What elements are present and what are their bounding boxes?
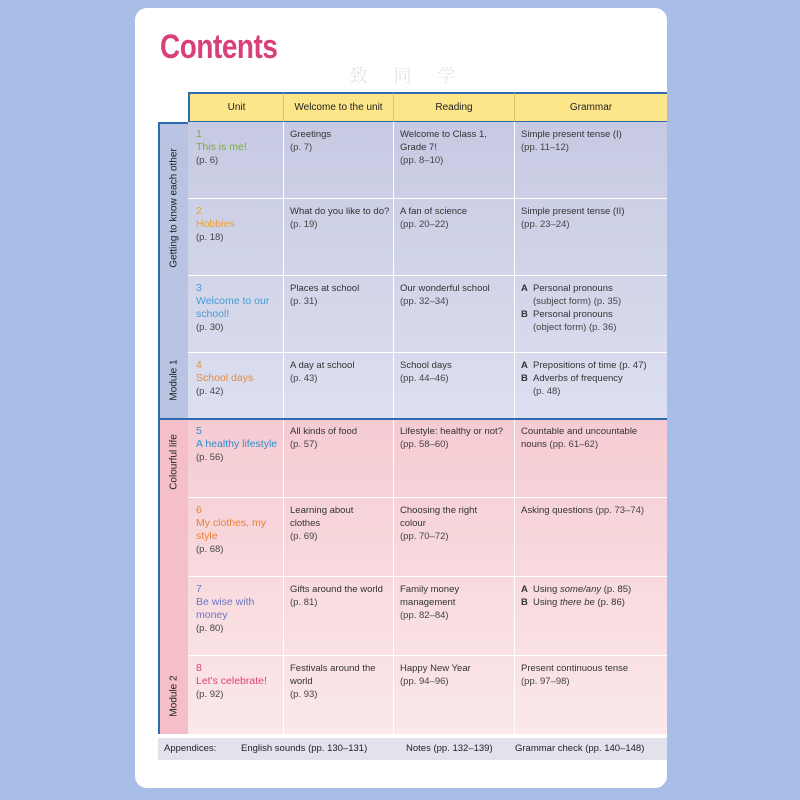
unit-page: (p. 18) (196, 232, 224, 243)
header-reading: Reading (393, 92, 514, 122)
unit-number: 1 (196, 128, 202, 140)
welcome-page: (p. 7) (290, 142, 313, 153)
unit-title: School days (196, 372, 254, 384)
table-row-5-unit (196, 425, 278, 464)
appendix-notes: Notes (pp. 132–139) (406, 743, 493, 754)
appendices-bar (158, 738, 667, 760)
grammar-a-italic: some/any (559, 584, 602, 595)
table-row-8-unit (196, 662, 278, 701)
grammar-b-post: (p. 86) (594, 597, 625, 608)
unit-title: Let's celebrate! (196, 675, 267, 687)
header-welcome: Welcome to the unit (283, 92, 393, 122)
unit-page: (p. 42) (196, 386, 224, 397)
reading-text: Our wonderful school (400, 283, 490, 294)
unit-title: This is me! (196, 141, 247, 153)
unit-title: Welcome to our school! (196, 295, 270, 320)
table-row-3-grammar (521, 282, 663, 334)
reading-page: (pp. 44–46) (400, 373, 449, 384)
welcome-page: (p. 93) (290, 689, 318, 700)
table-row-4-welcome (290, 359, 390, 385)
row-divider (188, 352, 667, 353)
column-divider (393, 122, 394, 734)
grammar-text: Present continuous tense (521, 663, 629, 674)
welcome-page: (p. 69) (290, 531, 318, 542)
reading-page: (pp. 58–60) (400, 439, 449, 450)
page-title: Contents (160, 28, 278, 66)
row-divider (188, 497, 667, 498)
reading-text: Family money management (400, 584, 460, 608)
welcome-text: A day at school (290, 360, 355, 371)
table-row-8-grammar (521, 662, 665, 688)
reading-text: Lifestyle: healthy or not? (400, 426, 503, 437)
unit-number: 2 (196, 205, 202, 217)
reading-page: (pp. 70–72) (400, 531, 449, 542)
welcome-text: Festivals around the world (290, 663, 376, 687)
table-row-1-unit (196, 128, 278, 167)
welcome-text: All kinds of food (290, 426, 358, 437)
welcome-text: Gifts around the world (290, 584, 383, 595)
grammar-a-text: Prepositions of time (p. 47) (533, 360, 647, 371)
unit-number: 8 (196, 662, 202, 674)
table-row-2-reading (400, 205, 508, 231)
appendix-english-sounds: English sounds (pp. 130–131) (241, 743, 368, 754)
appendix-grammar-check: Grammar check (pp. 140–148) (515, 743, 645, 754)
reading-text: Choosing the right colour (400, 505, 478, 529)
grammar-b-label: B (521, 373, 528, 384)
table-row-5-welcome (290, 425, 390, 451)
unit-page: (p. 30) (196, 322, 224, 333)
welcome-text: Places at school (290, 283, 360, 294)
table-row-6-welcome (290, 504, 386, 543)
unit-page: (p. 80) (196, 623, 224, 634)
appendices-label: Appendices: (164, 743, 217, 754)
table-row-7-reading (400, 583, 500, 622)
unit-page: (p. 68) (196, 544, 224, 555)
row-divider (188, 275, 667, 276)
grammar-b-sub: (object form) (p. 36) (533, 322, 617, 333)
grammar-page: (pp. 11–12) (521, 142, 569, 153)
grammar-a-label: A (521, 360, 528, 371)
header-grammar: Grammar (514, 92, 667, 122)
reading-text: School days (400, 360, 452, 371)
table-row-5-reading (400, 425, 504, 451)
grammar-text: Countable and uncountable nouns (521, 426, 638, 450)
table-row-8-reading (400, 662, 508, 688)
table-row-6-reading (400, 504, 496, 543)
unit-page: (p. 92) (196, 689, 224, 700)
table-row-3-welcome (290, 282, 390, 308)
grammar-page: (pp. 23–24) (521, 219, 570, 230)
table-row-4-grammar (521, 359, 665, 398)
section-label-module1: Module 1 (168, 359, 180, 401)
unit-title: Be wise with money (196, 596, 255, 621)
module-divider (158, 418, 667, 420)
grammar-b-text: Personal pronouns (533, 309, 613, 320)
unit-title: Hobbies (196, 218, 235, 230)
section-label-module2: Module 2 (168, 675, 180, 717)
welcome-page: (p. 81) (290, 597, 318, 608)
unit-title: A healthy lifestyle (196, 438, 278, 450)
section-label-getting-to-know: Getting to know each other (168, 148, 180, 268)
table-row-6-grammar (521, 504, 665, 517)
reading-text: Happy New Year (400, 663, 471, 674)
table-row-4-reading (400, 359, 508, 385)
reading-page: (pp. 20–22) (400, 219, 449, 230)
grammar-text: Simple present tense (II) (521, 206, 625, 217)
unit-page: (p. 6) (196, 155, 219, 166)
row-divider (188, 655, 667, 656)
welcome-text: What do you like to do? (290, 206, 390, 217)
welcome-text: Greetings (290, 129, 332, 140)
grammar-page: (pp. 97–98) (521, 676, 570, 687)
grammar-a-pre: Using (533, 584, 560, 595)
table-row-2-welcome (290, 205, 390, 231)
unit-number: 7 (196, 583, 202, 595)
unit-number: 5 (196, 425, 202, 437)
grammar-a-sub: (subject form) (p. 35) (533, 296, 622, 307)
welcome-page: (p. 57) (290, 439, 318, 450)
grammar-text: Simple present tense (I) (521, 129, 622, 140)
grammar-b-pre: Using (533, 597, 560, 608)
unit-title: My clothes, my style (196, 517, 267, 542)
unit-page: (p. 56) (196, 452, 224, 463)
unit-number: 3 (196, 282, 202, 294)
grammar-a-post: (p. 85) (601, 584, 632, 595)
unit-number: 4 (196, 359, 202, 371)
table-row-3-reading (400, 282, 510, 308)
reading-page: (pp. 8–10) (400, 155, 444, 166)
grammar-page: (pp. 61–62) (549, 439, 599, 450)
table-row-7-welcome (290, 583, 390, 609)
table-row-3-unit (196, 282, 278, 334)
row-divider (188, 576, 667, 577)
table-row-1-reading (400, 128, 500, 167)
table-row-8-welcome (290, 662, 390, 701)
grammar-b-sub: (p. 48) (533, 386, 561, 397)
grammar-a-text: Personal pronouns (533, 283, 613, 294)
table-row-2-unit (196, 205, 278, 244)
table-row-7-grammar (521, 583, 665, 609)
grammar-a-label: A (521, 584, 528, 595)
grammar-b-label: B (521, 597, 528, 608)
grammar-text: Asking questions (521, 505, 593, 516)
table-row-1-grammar (521, 128, 663, 154)
grammar-b-label: B (521, 309, 528, 320)
table-row-1-welcome (290, 128, 390, 154)
unit-number: 6 (196, 504, 202, 516)
grammar-page: (pp. 73–74) (595, 505, 645, 516)
header-corner (158, 92, 188, 122)
grammar-b-text: Adverbs of frequency (533, 373, 623, 384)
welcome-page: (p. 43) (290, 373, 318, 384)
reading-page: (pp. 94–96) (400, 676, 449, 687)
table-row-5-grammar (521, 425, 661, 451)
table-row-4-unit (196, 359, 278, 398)
section-label-colourful-life: Colourful life (168, 434, 180, 490)
grammar-b-italic: there be (559, 597, 595, 608)
table-row-7-unit (196, 583, 278, 635)
faded-heading: 致 同 学 (350, 66, 466, 87)
welcome-page: (p. 31) (290, 296, 318, 307)
row-divider (188, 198, 667, 199)
reading-page: (pp. 32–34) (400, 296, 449, 307)
reading-page: (pp. 82–84) (400, 610, 449, 621)
header-unit: Unit (188, 92, 283, 122)
reading-text: Welcome to Class 1, Grade 7! (400, 129, 487, 153)
welcome-text: Learning about clothes (290, 505, 354, 529)
column-divider (514, 122, 515, 734)
table-row-6-unit (196, 504, 278, 556)
welcome-page: (p. 19) (290, 219, 318, 230)
grammar-a-label: A (521, 283, 528, 294)
reading-text: A fan of science (400, 206, 468, 217)
column-divider (283, 122, 284, 734)
table-row-2-grammar (521, 205, 663, 231)
